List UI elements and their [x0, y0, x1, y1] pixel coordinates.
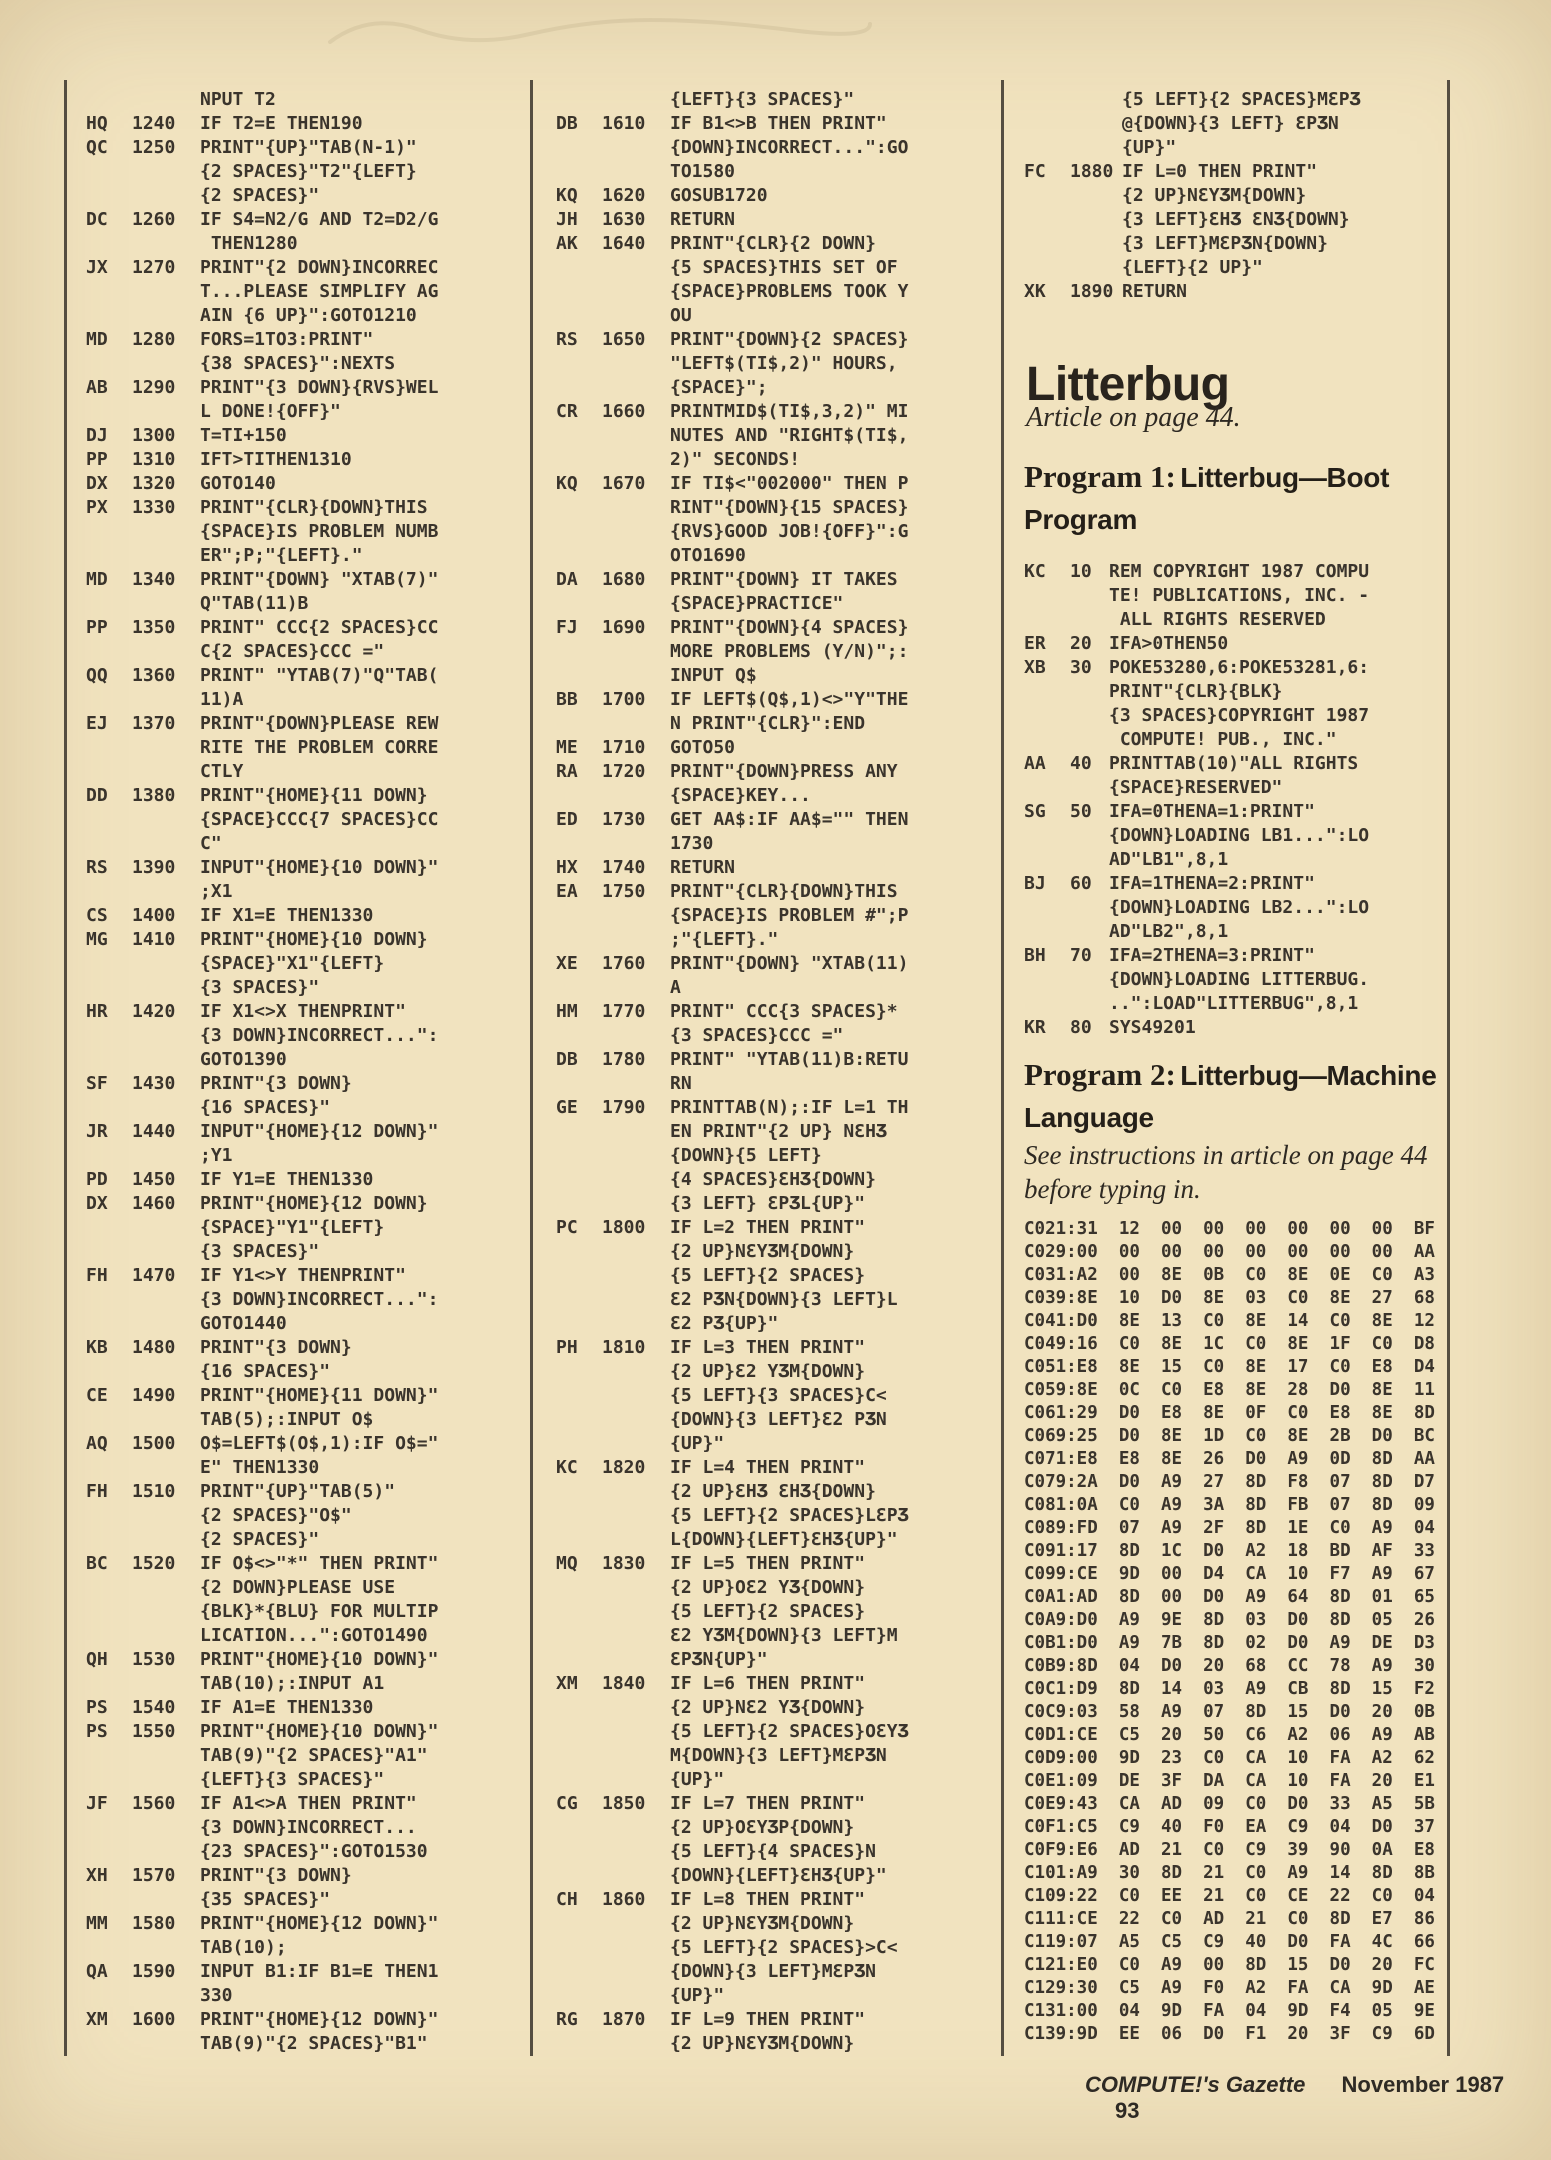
page-rule-left	[64, 80, 67, 2056]
code-line: AD"LB1",8,1	[1109, 849, 1229, 870]
code-line: C089:FD 07 A9 2F 8D 1E C0 A9 04	[1024, 1518, 1435, 1538]
code-line: C039:8E 10 D0 8E 03 C0 8E 27 68	[1024, 1288, 1435, 1308]
code-line: KQ 1670 IF TI$<"002000" THEN P	[556, 473, 909, 494]
code-line: GOTO1440	[200, 1313, 287, 1334]
code-line: FH 1470 IF Y1<>Y THENPRINT"	[86, 1265, 406, 1286]
code-line: ƐPƷN{UP}"	[670, 1649, 768, 1670]
code-line: {SPACE}IS PROBLEM NUMB	[200, 521, 439, 542]
code-line: KC 10 REM COPYRIGHT 1987 COMPU	[1024, 561, 1370, 582]
code-line: {3 LEFT} ƐPƷL{UP}"	[670, 1193, 866, 1214]
code-line: EJ 1370 PRINT"{DOWN}PLEASE REW	[86, 713, 439, 734]
program1-title-name: Litterbug—Boot Program	[1024, 462, 1390, 535]
code-line: ;X1	[200, 881, 233, 902]
code-line: {16 SPACES}"	[200, 1361, 331, 1382]
code-line: C041:D0 8E 13 C0 8E 14 C0 8E 12	[1024, 1311, 1435, 1331]
code-line: KC 1820 IF L=4 THEN PRINT"	[556, 1457, 866, 1478]
code-line: RS 1390 INPUT"{HOME}{10 DOWN}"	[86, 857, 439, 878]
code-line: {5 LEFT}{2 SPACES}MƐPƷ	[1122, 89, 1361, 110]
code-line: FJ 1690 PRINT"{DOWN}{4 SPACES}	[556, 617, 909, 638]
code-line: 1730	[670, 833, 714, 854]
code-line: {BLK}*{BLU} FOR MULTIP	[200, 1601, 439, 1622]
code-line: SF 1430 PRINT"{3 DOWN}	[86, 1073, 352, 1094]
code-line: Ɛ2 PƷ{UP}"	[670, 1313, 779, 1334]
code-line: {5 LEFT}{4 SPACES}N	[670, 1841, 876, 1862]
code-line: C101:A9 30 8D 21 C0 A9 14 8D 8B	[1024, 1863, 1435, 1883]
code-line: MORE PROBLEMS (Y/N)";:	[670, 641, 909, 662]
code-line: C"	[200, 833, 222, 854]
code-line: RG 1870 IF L=9 THEN PRINT"	[556, 2009, 866, 2030]
code-line: {UP}"	[1122, 137, 1177, 158]
code-line: L{DOWN}{LEFT}ƐHƷ{UP}"	[670, 1529, 898, 1550]
code-line: {SPACE}IS PROBLEM #";P	[670, 905, 909, 926]
code-line: {5 LEFT}{2 SPACES}	[670, 1601, 866, 1622]
code-line: COMPUTE! PUB., INC."	[1109, 729, 1337, 750]
code-line: MD 1280 FORS=1TO3:PRINT"	[86, 329, 374, 350]
code-line: OTO1690	[670, 545, 746, 566]
code-line: C0C1:D9 8D 14 03 A9 CB 8D 15 F2	[1024, 1679, 1435, 1699]
code-line: "LEFT$(TI$,2)" HOURS,	[670, 353, 898, 374]
code-line: L DONE!{OFF}"	[200, 401, 341, 422]
code-line: {5 LEFT}{2 SPACES}	[670, 1265, 866, 1286]
code-line: JF 1560 IF A1<>A THEN PRINT"	[86, 1793, 417, 1814]
code-line: @{DOWN}{3 LEFT} ƐPƷN	[1122, 113, 1339, 134]
code-line: TO1580	[670, 161, 736, 182]
code-line: ;"{LEFT}."	[670, 929, 779, 950]
code-line: THEN1280	[200, 233, 298, 254]
code-line: QA 1590 INPUT B1:IF B1=E THEN1	[86, 1961, 439, 1982]
code-line: GE 1790 PRINTTAB(N);:IF L=1 TH	[556, 1097, 909, 1118]
code-line: {3 SPACES}"	[200, 1241, 320, 1262]
code-line: DB 1780 PRINT" "YTAB(11)B:RETU	[556, 1049, 909, 1070]
code-line: ..":LOAD"LITTERBUG",8,1	[1109, 993, 1359, 1014]
code-line: {16 SPACES}"	[200, 1097, 331, 1118]
code-line: {LEFT}{2 UP}"	[1122, 257, 1263, 278]
code-line: {3 DOWN}INCORRECT...":	[200, 1025, 439, 1046]
code-line: PX 1330 PRINT"{CLR}{DOWN}THIS	[86, 497, 428, 518]
code-line: FH 1510 PRINT"{UP}"TAB(5)"	[86, 1481, 396, 1502]
code-line: {5 LEFT}{2 SPACES}>C<	[670, 1937, 898, 1958]
code-line: MG 1410 PRINT"{HOME}{10 DOWN}	[86, 929, 428, 950]
code-line: BC 1520 IF O$<>"*" THEN PRINT"	[86, 1553, 439, 1574]
basic-listing-column-1	[86, 88, 438, 2056]
code-line: TAB(10);:INPUT A1	[200, 1673, 385, 1694]
article-page-reference: Article on page 44.	[1026, 402, 1241, 433]
code-line: XM 1600 PRINT"{HOME}{12 DOWN}"	[86, 2009, 439, 2030]
code-line: C139:9D EE 06 D0 F1 20 3F C9 6D	[1024, 2024, 1435, 2044]
code-line: RINT"{DOWN}{15 SPACES}	[670, 497, 909, 518]
basic-listing-column-2	[556, 88, 908, 2056]
code-line: FC 1880 IF L=0 THEN PRINT"	[1024, 161, 1318, 182]
code-line: {SPACE}"Y1"{LEFT}	[200, 1217, 385, 1238]
code-line: HX 1740 RETURN	[556, 857, 736, 878]
footer-page-number: 93	[1115, 2098, 1140, 2123]
scan-bleedthrough-mark	[320, 4, 880, 54]
code-line: {UP}"	[670, 1769, 725, 1790]
code-line: RITE THE PROBLEM CORRE	[200, 737, 439, 758]
code-line: {5 LEFT}{2 SPACES}LƐPƷ	[670, 1505, 909, 1526]
code-line: C079:2A D0 A9 27 8D F8 07 8D D7	[1024, 1472, 1435, 1492]
code-line: {2 UP}OƐ2 YƷ{DOWN}	[670, 1577, 866, 1598]
code-line: {5 LEFT}{3 SPACES}C<	[670, 1385, 887, 1406]
code-line: RN	[670, 1073, 692, 1094]
code-line: {SPACE}CCC{7 SPACES}CC	[200, 809, 439, 830]
code-line: INPUT Q$	[670, 665, 757, 686]
code-line: ED 1730 GET AA$:IF AA$="" THEN	[556, 809, 909, 830]
code-line: C119:07 A5 C5 C9 40 D0 FA 4C 66	[1024, 1932, 1435, 1952]
code-line: C0B1:D0 A9 7B 8D 02 D0 A9 DE D3	[1024, 1633, 1435, 1653]
code-line: {2 UP}NƐ2 YƷ{DOWN}	[670, 1697, 866, 1718]
code-line: {3 DOWN}INCORRECT...":	[200, 1289, 439, 1310]
code-line: JH 1630 RETURN	[556, 209, 736, 230]
code-line: XB 30 POKE53280,6:POKE53281,6:	[1024, 657, 1370, 678]
code-line: {2 SPACES}"	[200, 1529, 320, 1550]
code-line: HQ 1240 IF T2=E THEN190	[86, 113, 363, 134]
code-line: ALL RIGHTS RESERVED	[1109, 609, 1326, 630]
code-line: {UP}"	[670, 1433, 725, 1454]
code-line: KB 1480 PRINT"{3 DOWN}	[86, 1337, 352, 1358]
code-line: KQ 1620 GOSUB1720	[556, 185, 768, 206]
code-line: GOTO1390	[200, 1049, 287, 1070]
code-line: {DOWN}{3 LEFT}MƐPƷN	[670, 1961, 876, 1982]
code-line: {RVS}GOOD JOB!{OFF}":G	[670, 521, 909, 542]
code-line: TAB(9)"{2 SPACES}"A1"	[200, 1745, 428, 1766]
program2-title-label: Program 2:	[1024, 1057, 1176, 1092]
code-line: CR 1660 PRINTMID$(TI$,3,2)" MI	[556, 401, 909, 422]
code-line: AD"LB2",8,1	[1109, 921, 1229, 942]
code-line: DX 1320 GOTO140	[86, 473, 276, 494]
code-line: {4 SPACES}ƐHƷ{DOWN}	[670, 1169, 876, 1190]
code-line: DD 1380 PRINT"{HOME}{11 DOWN}	[86, 785, 428, 806]
code-line: AB 1290 PRINT"{3 DOWN}{RVS}WEL	[86, 377, 439, 398]
code-line: {3 DOWN}INCORRECT...	[200, 1817, 417, 1838]
code-line: HR 1420 IF X1<>X THENPRINT"	[86, 1001, 406, 1022]
code-line: C061:29 D0 E8 8E 0F C0 E8 8E 8D	[1024, 1403, 1435, 1423]
code-line: XM 1840 IF L=6 THEN PRINT"	[556, 1673, 866, 1694]
code-line: AA 40 PRINTTAB(10)"ALL RIGHTS	[1024, 753, 1359, 774]
code-line: XK 1890 RETURN	[1024, 281, 1188, 302]
code-line: BH 70 IFA=2THENA=3:PRINT"	[1024, 945, 1315, 966]
code-line: {5 SPACES}THIS SET OF	[670, 257, 898, 278]
code-line: C0D9:00 9D 23 C0 CA 10 FA A2 62	[1024, 1748, 1435, 1768]
code-line: C021:31 12 00 00 00 00 00 00 BF	[1024, 1219, 1435, 1239]
code-line: {3 SPACES}COPYRIGHT 1987	[1109, 705, 1370, 726]
code-line: PC 1800 IF L=2 THEN PRINT"	[556, 1217, 866, 1238]
code-line: SG 50 IFA=0THENA=1:PRINT"	[1024, 801, 1315, 822]
code-line: JR 1440 INPUT"{HOME}{12 DOWN}"	[86, 1121, 439, 1142]
code-line: ;Y1	[200, 1145, 233, 1166]
code-line: ER";P;"{LEFT}."	[200, 545, 363, 566]
code-line: {DOWN}LOADING LB1...":LO	[1109, 825, 1370, 846]
machine-language-hex-listing	[1024, 1218, 1435, 2046]
code-line: QC 1250 PRINT"{UP}"TAB(N-1)"	[86, 137, 417, 158]
code-line: {2 SPACES}"	[200, 185, 320, 206]
code-line: A	[670, 977, 681, 998]
code-line: CH 1860 IF L=8 THEN PRINT"	[556, 1889, 866, 1910]
code-line: {DOWN}INCORRECT...":GO	[670, 137, 909, 158]
program2-title-name: Litterbug—Machine Language	[1024, 1060, 1437, 1133]
code-line: XE 1760 PRINT"{DOWN} "XTAB(11)	[556, 953, 909, 974]
code-line: XH 1570 PRINT"{3 DOWN}	[86, 1865, 352, 1886]
code-line: C109:22 C0 EE 21 C0 CE 22 C0 04	[1024, 1886, 1435, 1906]
code-line: {2 SPACES}"T2"{LEFT}	[200, 161, 417, 182]
code-line: EN PRINT"{2 UP} NƐHƷ	[670, 1121, 887, 1142]
code-line: C0C9:03 58 A9 07 8D 15 D0 20 0B	[1024, 1702, 1435, 1722]
code-line: C099:CE 9D 00 D4 CA 10 F7 A9 67	[1024, 1564, 1435, 1584]
program2-instructions-note: See instructions in article on page 44 before typing in.	[1024, 1140, 1428, 1204]
code-line: PP 1310 IFT>TITHEN1310	[86, 449, 352, 470]
code-line: {2 UP}Ɛ2 YƷM{DOWN}	[670, 1361, 866, 1382]
code-line: C071:E8 E8 8E 26 D0 A9 0D 8D AA	[1024, 1449, 1435, 1469]
code-line: C051:E8 8E 15 C0 8E 17 C0 E8 D4	[1024, 1357, 1435, 1377]
code-line: {DOWN}{3 LEFT}Ɛ2 PƷN	[670, 1409, 887, 1430]
code-line: CS 1400 IF X1=E THEN1330	[86, 905, 374, 926]
code-line: 330	[200, 1985, 233, 2006]
code-line: PS 1540 IF A1=E THEN1330	[86, 1697, 374, 1718]
code-line: HM 1770 PRINT" CCC{3 SPACES}*	[556, 1001, 898, 1022]
column-rule-2-3	[1001, 80, 1004, 2056]
code-line: E" THEN1330	[200, 1457, 320, 1478]
code-line: RA 1720 PRINT"{DOWN}PRESS ANY	[556, 761, 898, 782]
code-line: LICATION...":GOTO1490	[200, 1625, 428, 1646]
code-line: Ɛ2 YƷM{DOWN}{3 LEFT}M	[670, 1625, 898, 1646]
code-line: {UP}"	[670, 1985, 725, 2006]
code-line: T...PLEASE SIMPLIFY AG	[200, 281, 439, 302]
code-line: C029:00 00 00 00 00 00 00 00 AA	[1024, 1242, 1435, 1262]
code-line: TAB(9)"{2 SPACES}"B1"	[200, 2033, 428, 2054]
code-line: AK 1640 PRINT"{CLR}{2 DOWN}	[556, 233, 876, 254]
code-line: PS 1550 PRINT"{HOME}{10 DOWN}"	[86, 1721, 439, 1742]
code-line: Q"TAB(11)B	[200, 593, 309, 614]
code-line: TE! PUBLICATIONS, INC. -	[1109, 585, 1370, 606]
code-line: C0F1:C5 C9 40 F0 EA C9 04 D0 37	[1024, 1817, 1435, 1837]
program1-title-label: Program 1:	[1024, 459, 1176, 494]
code-line: AQ 1500 O$=LEFT$(O$,1):IF O$="	[86, 1433, 439, 1454]
code-line: PRINT"{CLR}{BLK}	[1109, 681, 1283, 702]
code-line: {2 UP}NƐYƷM{DOWN}	[670, 1241, 855, 1262]
code-line: {DOWN}LOADING LB2...":LO	[1109, 897, 1370, 918]
code-line: BB 1700 IF LEFT$(Q$,1)<>"Y"THE	[556, 689, 909, 710]
code-line: MM 1580 PRINT"{HOME}{12 DOWN}"	[86, 1913, 439, 1934]
code-line: {3 SPACES}CCC ="	[670, 1025, 844, 1046]
code-line: {SPACE}KEY...	[670, 785, 811, 806]
code-line: MD 1340 PRINT"{DOWN} "XTAB(7)"	[86, 569, 439, 590]
program1-title	[1024, 458, 1456, 543]
code-line: {3 LEFT}MƐPƷN{DOWN}	[1122, 233, 1328, 254]
code-line: C0A1:AD 8D 00 D0 A9 64 8D 01 65	[1024, 1587, 1435, 1607]
code-line: {23 SPACES}":GOTO1530	[200, 1841, 428, 1862]
code-line: Ɛ2 PƷN{DOWN}{3 LEFT}L	[670, 1289, 898, 1310]
code-line: {DOWN}{5 LEFT}	[670, 1145, 822, 1166]
code-line: 2)" SECONDS!	[670, 449, 801, 470]
code-line: C121:E0 C0 A9 00 8D 15 D0 20 FC	[1024, 1955, 1435, 1975]
code-line: {LEFT}{3 SPACES}"	[200, 1769, 385, 1790]
code-line: {DOWN}LOADING LITTERBUG.	[1109, 969, 1370, 990]
code-line: M{DOWN}{3 LEFT}MƐPƷN	[670, 1745, 887, 1766]
code-line: C0E9:43 CA AD 09 C0 D0 33 A5 5B	[1024, 1794, 1435, 1814]
code-line: C0D1:CE C5 20 50 C6 A2 06 A9 AB	[1024, 1725, 1435, 1745]
code-line: {2 DOWN}PLEASE USE	[200, 1577, 396, 1598]
code-line: {DOWN}{LEFT}ƐHƷ{UP}"	[670, 1865, 887, 1886]
code-line: C129:30 C5 A9 F0 A2 FA CA 9D AE	[1024, 1978, 1435, 1998]
basic-listing-column-3-continuation	[1024, 88, 1360, 304]
code-line: C069:25 D0 8E 1D C0 8E 2B D0 BC	[1024, 1426, 1435, 1446]
footer-issue-date: November 1987	[1341, 2072, 1505, 2097]
code-line: 11)A	[200, 689, 244, 710]
column-rule-1-2	[530, 80, 533, 2056]
code-line: QQ 1360 PRINT" "YTAB(7)"Q"TAB(	[86, 665, 439, 686]
code-line: {2 UP}NƐYƷM{DOWN}	[1122, 185, 1307, 206]
page-footer	[1085, 2072, 1551, 2124]
code-line: DC 1260 IF S4=N2/G AND T2=D2/G	[86, 209, 439, 230]
code-line: C031:A2 00 8E 0B C0 8E 0E C0 A3	[1024, 1265, 1435, 1285]
code-line: DJ 1300 T=TI+150	[86, 425, 287, 446]
code-line: {5 LEFT}{2 SPACES}OƐYƷ	[670, 1721, 909, 1742]
code-line: AIN {6 UP}":GOTO1210	[200, 305, 417, 326]
code-line: {2 UP}NƐYƷM{DOWN}	[670, 2033, 855, 2054]
code-line: C0E1:09 DE 3F DA CA 10 FA 20 E1	[1024, 1771, 1435, 1791]
code-line: N PRINT"{CLR}":END	[670, 713, 866, 734]
code-line: C081:0A C0 A9 3A 8D FB 07 8D 09	[1024, 1495, 1435, 1515]
code-line: {SPACE}";	[670, 377, 768, 398]
code-line: C049:16 C0 8E 1C C0 8E 1F C0 D8	[1024, 1334, 1435, 1354]
code-line: CTLY	[200, 761, 244, 782]
code-line: CG 1850 IF L=7 THEN PRINT"	[556, 1793, 866, 1814]
code-line: {SPACE}"X1"{LEFT}	[200, 953, 385, 974]
code-line: {3 LEFT}ƐHƷ ƐNƷ{DOWN}	[1122, 209, 1350, 230]
code-line: C059:8E 0C C0 E8 8E 28 D0 8E 11	[1024, 1380, 1435, 1400]
code-line: {3 SPACES}"	[200, 977, 320, 998]
code-line: C091:17 8D 1C D0 A2 18 BD AF 33	[1024, 1541, 1435, 1561]
code-line: {SPACE}PROBLEMS TOOK Y	[670, 281, 909, 302]
code-line: RS 1650 PRINT"{DOWN}{2 SPACES}	[556, 329, 909, 350]
article-headline: Litterbug	[1026, 358, 1230, 412]
code-line: {2 UP}OƐYƷP{DOWN}	[670, 1817, 855, 1838]
code-line: {SPACE}PRACTICE"	[670, 593, 844, 614]
code-line: C131:00 04 9D FA 04 9D F4 05 9E	[1024, 2001, 1435, 2021]
code-line: {2 SPACES}"O$"	[200, 1505, 352, 1526]
footer-magazine-name: COMPUTE!'s Gazette	[1085, 2072, 1306, 2097]
code-line: {38 SPACES}":NEXTS	[200, 353, 396, 374]
code-line: C{2 SPACES}CCC ="	[200, 641, 385, 662]
code-line: ME 1710 GOTO50	[556, 737, 736, 758]
code-line: {2 UP}ƐHƷ ƐHƷ{DOWN}	[670, 1481, 876, 1502]
code-line: OU	[670, 305, 692, 326]
code-line: TAB(5);:INPUT O$	[200, 1409, 374, 1430]
code-line: {2 UP}NƐYƷM{DOWN}	[670, 1913, 855, 1934]
code-line: EA 1750 PRINT"{CLR}{DOWN}THIS	[556, 881, 898, 902]
code-line: BJ 60 IFA=1THENA=2:PRINT"	[1024, 873, 1315, 894]
code-line: PH 1810 IF L=3 THEN PRINT"	[556, 1337, 866, 1358]
code-line: CE 1490 PRINT"{HOME}{11 DOWN}"	[86, 1385, 439, 1406]
code-line: ER 20 IFA>0THEN50	[1024, 633, 1229, 654]
code-line: {35 SPACES}"	[200, 1889, 331, 1910]
code-line: {SPACE}RESERVED"	[1109, 777, 1283, 798]
code-line: C0B9:8D 04 D0 20 68 CC 78 A9 30	[1024, 1656, 1435, 1676]
code-line: PP 1350 PRINT" CCC{2 SPACES}CC	[86, 617, 439, 638]
code-line: KR 80 SYS49201	[1024, 1017, 1196, 1038]
code-line: C0F9:E6 AD 21 C0 C9 39 90 0A E8	[1024, 1840, 1435, 1860]
code-line: TAB(10);	[200, 1937, 287, 1958]
code-line: NPUT T2	[200, 89, 276, 110]
code-line: C0A9:D0 A9 9E 8D 03 D0 8D 05 26	[1024, 1610, 1435, 1630]
code-line: C111:CE 22 C0 AD 21 C0 8D E7 86	[1024, 1909, 1435, 1929]
code-line: DB 1610 IF B1<>B THEN PRINT"	[556, 113, 887, 134]
code-line: DA 1680 PRINT"{DOWN} IT TAKES	[556, 569, 898, 590]
code-line: QH 1530 PRINT"{HOME}{10 DOWN}"	[86, 1649, 439, 1670]
code-line: DX 1460 PRINT"{HOME}{12 DOWN}	[86, 1193, 428, 1214]
program2-title	[1024, 1056, 1456, 1141]
program1-boot-listing	[1024, 560, 1369, 1040]
code-line: NUTES AND "RIGHT$(TI$,	[670, 425, 909, 446]
code-line: {LEFT}{3 SPACES}"	[670, 89, 855, 110]
code-line: PD 1450 IF Y1=E THEN1330	[86, 1169, 374, 1190]
code-line: JX 1270 PRINT"{2 DOWN}INCORREC	[86, 257, 439, 278]
code-line: MQ 1830 IF L=5 THEN PRINT"	[556, 1553, 866, 1574]
